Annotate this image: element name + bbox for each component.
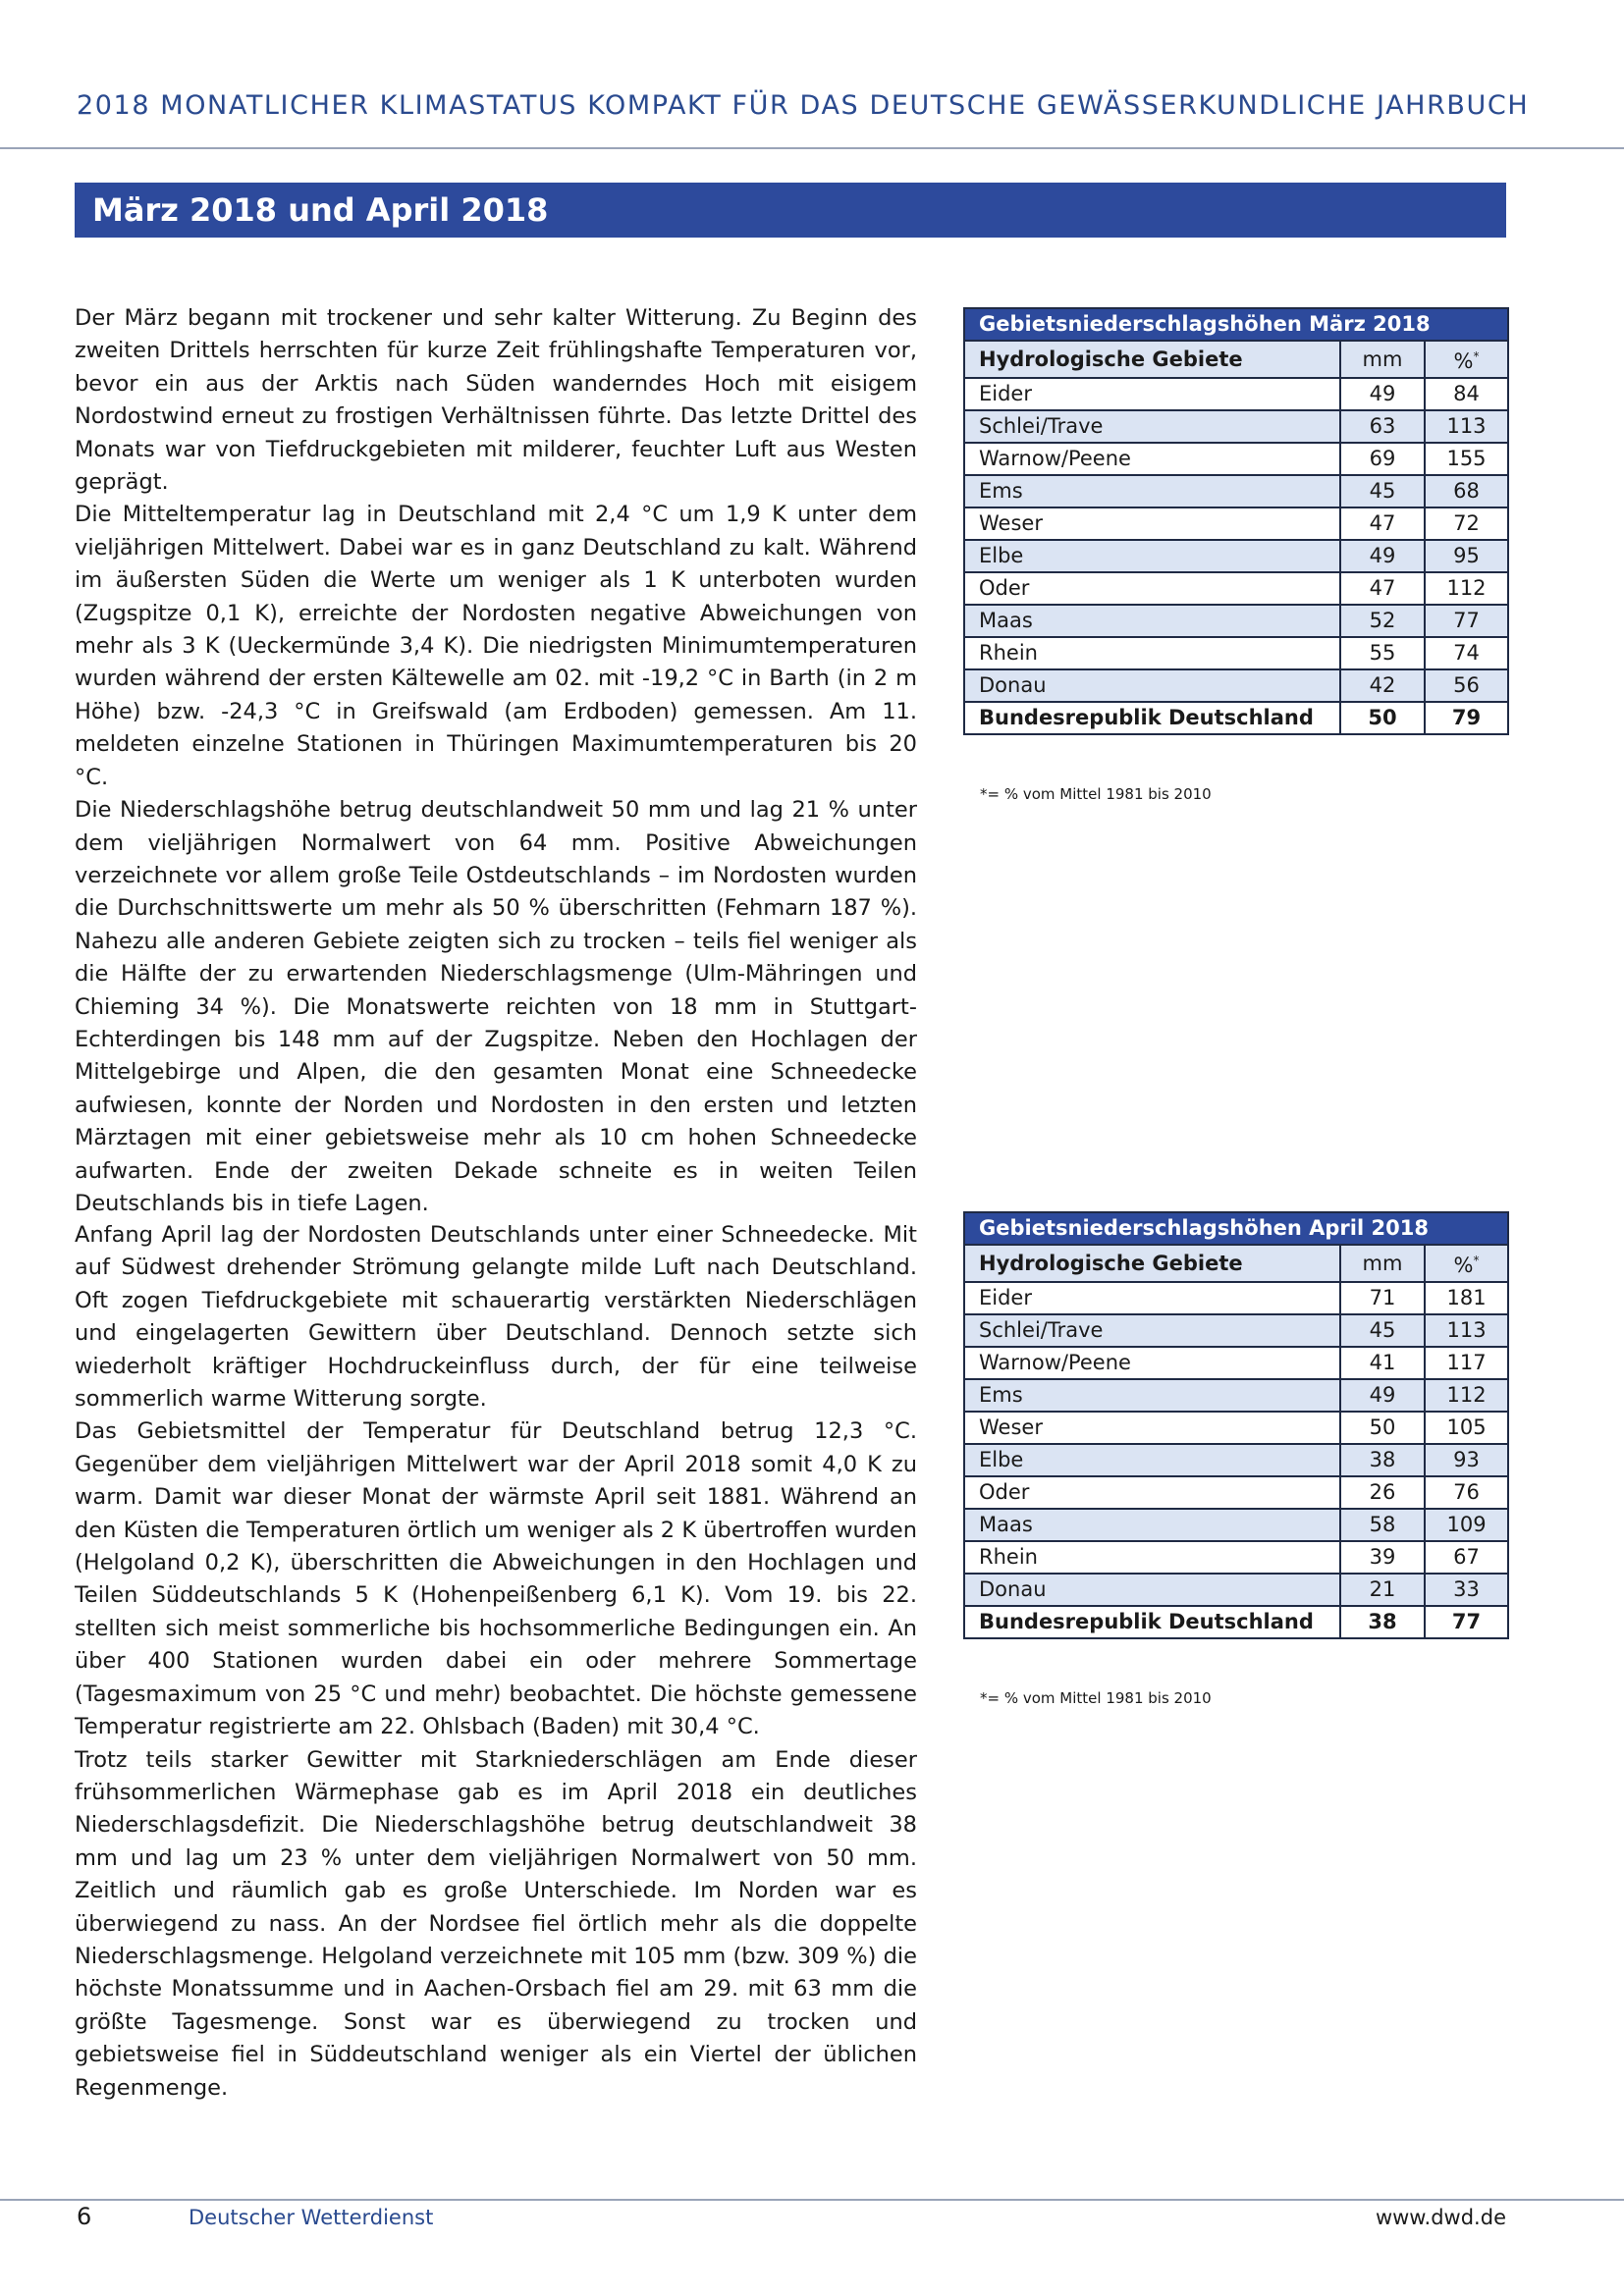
mm-value: 45: [1340, 475, 1425, 507]
table-row: [964, 1379, 1508, 1412]
total-percent: 77: [1425, 1606, 1508, 1638]
table-caption: Gebietsniederschlagshöhen April 2018: [964, 1212, 1508, 1245]
region-name: Eider: [964, 378, 1340, 410]
column-header-region: Hydrologische Gebiete: [964, 1245, 1340, 1282]
percent-value: 76: [1425, 1476, 1508, 1509]
table-header-row: [964, 341, 1508, 378]
table-row: [964, 1476, 1508, 1509]
mm-value: 69: [1340, 443, 1425, 475]
percent-value: 74: [1425, 637, 1508, 669]
table-row: [964, 378, 1508, 410]
march-table-footnote: *= % vom Mittel 1981 bis 2010: [980, 785, 1212, 803]
region-name: Oder: [964, 572, 1340, 605]
section-heading-band: [75, 183, 1506, 238]
region-name: Rhein: [964, 1541, 1340, 1574]
total-mm: 50: [1340, 702, 1425, 734]
table-header-row: [964, 1245, 1508, 1282]
mm-value: 52: [1340, 605, 1425, 637]
region-name: Schlei/Trave: [964, 1314, 1340, 1347]
table-row: [964, 637, 1508, 669]
percent-value: 68: [1425, 475, 1508, 507]
table-row: [964, 572, 1508, 605]
table-row: [964, 1574, 1508, 1606]
table-row: [964, 1347, 1508, 1379]
percent-value: 112: [1425, 1379, 1508, 1412]
region-name: Elbe: [964, 540, 1340, 572]
percent-value: 113: [1425, 1314, 1508, 1347]
percent-value: 95: [1425, 540, 1508, 572]
percent-value: 155: [1425, 443, 1508, 475]
april-text-block: [75, 1219, 917, 2105]
footer-divider: [0, 2199, 1624, 2201]
april-paragraph: Anfang April lag der Nordosten Deutschlands unter einer Schneedecke. Mit auf Südwest drehender Strömung gelangte milde Luft nach Deutschland. Oft zogen Tiefdruckgebiete mit schauerartig verstärkten Niederschlägen und eingelagerten Gewittern über Deutschland. Dennoch setzte sich wiederholt kräftiger Hochdruckeinfluss durch, der für eine teilweise sommerlich warme Witterung sorgte.: [75, 1222, 917, 1413]
total-region-name: Bundesrepublik Deutschland: [964, 702, 1340, 734]
table-caption-row: [964, 308, 1508, 341]
percent-value: 113: [1425, 410, 1508, 443]
footer-organization: Deutscher Wetterdienst: [189, 2206, 434, 2229]
mm-value: 47: [1340, 507, 1425, 540]
mm-value: 55: [1340, 637, 1425, 669]
table-row: [964, 410, 1508, 443]
region-name: Rhein: [964, 637, 1340, 669]
region-name: Warnow/Peene: [964, 1347, 1340, 1379]
mm-value: 71: [1340, 1282, 1425, 1314]
table-row: [964, 1282, 1508, 1314]
mm-value: 39: [1340, 1541, 1425, 1574]
region-name: Schlei/Trave: [964, 410, 1340, 443]
march-precipitation-table: [963, 307, 1509, 735]
total-percent: 79: [1425, 702, 1508, 734]
table-total-row: [964, 702, 1508, 734]
region-name: Warnow/Peene: [964, 443, 1340, 475]
mm-value: 47: [1340, 572, 1425, 605]
mm-value: 42: [1340, 669, 1425, 702]
march-paragraph: Der März begann mit trockener und sehr kalter Witterung. Zu Beginn des zweiten Drittels herrschten für kurze Zeit frühlingshafte Temperaturen vor, bevor ein aus der Arktis nach Süden wanderndes Hoch mit eisigem Nordostwind erneut zu frostigen Verhältnissen führte. Das letzte Drittel des Monats war von Tiefdruckgebieten mit milderer, feuchter Luft aus Westen geprägt.: [75, 305, 917, 496]
april-table-footnote: *= % vom Mittel 1981 bis 2010: [980, 1689, 1212, 1707]
region-name: Oder: [964, 1476, 1340, 1509]
region-name: Maas: [964, 1509, 1340, 1541]
region-name: Maas: [964, 605, 1340, 637]
region-name: Donau: [964, 1574, 1340, 1606]
percent-value: 72: [1425, 507, 1508, 540]
april-paragraph: Das Gebietsmittel der Temperatur für Deutschland betrug 12,3 °C. Gegenüber dem vieljährigen Mittelwert war der April 2018 somit 4,0 K zu warm. Damit war dieser Monat der wärmste April seit 1881. Während an den Küsten die Temperaturen örtlich um weniger als 2 K übertroffen wurden (Helgoland 0,2 K), überschritten die Abweichungen in den Hochlagen und Teilen Süddeutschlands 5 K (Hohenpeißenberg 6,1 K). Vom 19. bis 22. stellten sich meist sommerliche bis hochsommerliche Bedingungen ein. An über 400 Stationen wurden dabei ein oder mehrere Sommertage (Tagesmaximum von 25 °C und mehr) beobachtet. Die höchste gemessene Temperatur registrierte am 22. Ohlsbach (Baden) mit 30,4 °C.: [75, 1418, 917, 1740]
region-name: Donau: [964, 669, 1340, 702]
column-header-percent: %*: [1425, 1245, 1508, 1282]
percent-value: 56: [1425, 669, 1508, 702]
table-row: [964, 1509, 1508, 1541]
table-row: [964, 605, 1508, 637]
percent-value: 33: [1425, 1574, 1508, 1606]
region-name: Elbe: [964, 1444, 1340, 1476]
percent-value: 77: [1425, 605, 1508, 637]
column-header-mm: mm: [1340, 341, 1425, 378]
table-row: [964, 1412, 1508, 1444]
mm-value: 45: [1340, 1314, 1425, 1347]
total-region-name: Bundesrepublik Deutschland: [964, 1606, 1340, 1638]
page-number: 6: [77, 2203, 92, 2230]
total-mm: 38: [1340, 1606, 1425, 1638]
region-name: Weser: [964, 507, 1340, 540]
percent-value: 181: [1425, 1282, 1508, 1314]
mm-value: 21: [1340, 1574, 1425, 1606]
percent-value: 84: [1425, 378, 1508, 410]
region-name: Ems: [964, 1379, 1340, 1412]
mm-value: 63: [1340, 410, 1425, 443]
march-paragraph: Die Mitteltemperatur lag in Deutschland mit 2,4 °C um 1,9 K unter dem vieljährigen Mittelwert. Dabei war es in ganz Deutschland zu kalt. Während im äußersten Süden die Werte um weniger als 1 K unterboten wurden (Zugspitze 0,1 K), erreichte der Nordosten negative Abweichungen von mehr als 3 K (Ueckermünde 3,4 K). Die niedrigsten Minimumtemperaturen wurden während der ersten Kältewelle am 02. mit -19,2 °C in Barth (in 2 m Höhe) bzw. -24,3 °C in Greifswald (am Erdboden) gemessen. Am 11. meldeten einzelne Stationen in Thüringen Maximumtemperaturen bis 20 °C.: [75, 502, 917, 790]
percent-value: 112: [1425, 572, 1508, 605]
april-precipitation-table: [963, 1211, 1509, 1639]
table-caption-row: [964, 1212, 1508, 1245]
april-paragraph: Trotz teils starker Gewitter mit Starkniederschlägen am Ende dieser frühsommerlichen Wärmephase gab es im April 2018 ein deutliches Niederschlagsdefizit. Die Niederschlagshöhe betrug deutschlandweit 38 mm und lag um 23 % unter dem vieljährigen Normalwert von 50 mm. Zeitlich und räumlich gab es große Unterschiede. Im Norden war es überwiegend zu nass. An der Nordsee fiel örtlich mehr als die doppelte Niederschlagsmenge. Helgoland verzeichnete mit 105 mm (bzw. 309 %) die höchste Monatssumme und in Aachen-Orsbach fiel am 29. mit 63 mm die größte Tagesmenge. Sonst war es überwiegend zu trocken und gebietsweise fiel in Süddeutschland weniger als ein Viertel der üblichen Regenmenge.: [75, 1746, 917, 2101]
mm-value: 58: [1340, 1509, 1425, 1541]
section-title: März 2018 und April 2018: [92, 191, 549, 229]
table-row: [964, 1314, 1508, 1347]
table-row: [964, 1444, 1508, 1476]
percent-value: 117: [1425, 1347, 1508, 1379]
percent-value: 105: [1425, 1412, 1508, 1444]
region-name: Eider: [964, 1282, 1340, 1314]
header-divider: [0, 147, 1624, 149]
mm-value: 49: [1340, 540, 1425, 572]
percent-value: 67: [1425, 1541, 1508, 1574]
table-row: [964, 443, 1508, 475]
table-row: [964, 669, 1508, 702]
mm-value: 50: [1340, 1412, 1425, 1444]
table-total-row: [964, 1606, 1508, 1638]
column-header-mm: mm: [1340, 1245, 1425, 1282]
mm-value: 26: [1340, 1476, 1425, 1509]
footnote-marker: *: [1473, 1254, 1480, 1267]
column-header-region: Hydrologische Gebiete: [964, 341, 1340, 378]
table-row: [964, 1541, 1508, 1574]
percent-value: 109: [1425, 1509, 1508, 1541]
footer-url-link[interactable]: www.dwd.de: [1375, 2206, 1506, 2229]
march-paragraph: Die Niederschlagshöhe betrug deutschlandweit 50 mm und lag 21 % unter dem vieljährigen Normalwert von 64 mm. Positive Abweichungen verzeichnete vor allem große Teile Ostdeutschlands – im Nordosten wurden die Durchschnittswerte um mehr als 50 % überschritten (Fehmarn 187 %). Nahezu alle anderen Gebiete zeigten sich zu trocken – teils fiel weniger als die Hälfte der zu erwartenden Niederschlagsmenge (Ulm-Mähringen und Chieming 34 %). Die Monatswerte reichten von 18 mm in Stuttgart-Echterdingen bis 148 mm auf der Zugspitze. Neben den Hochlagen der Mittelgebirge und Alpen, die den gesamten Monat eine Schneedecke aufwiesen, konnte der Norden und Nordosten in den ersten und letzten Märztagen mit einer gebietsweise mehr als 10 cm hohen Schneedecke aufwarten. Ende der zweiten Dekade schneite es in weiten Teilen Deutschlands bis in tiefe Lagen.: [75, 797, 917, 1216]
table-caption: Gebietsniederschlagshöhen März 2018: [964, 308, 1508, 341]
table-row: [964, 475, 1508, 507]
mm-value: 41: [1340, 1347, 1425, 1379]
mm-value: 49: [1340, 378, 1425, 410]
header-title: 2018 MONATLICHER KLIMASTATUS KOMPAKT FÜR DAS DEUTSCHE GEWÄSSERKUNDLICHE JAHRBUCH: [77, 90, 1530, 121]
table-row: [964, 540, 1508, 572]
mm-value: 38: [1340, 1444, 1425, 1476]
footnote-marker: *: [1473, 349, 1480, 363]
percent-value: 93: [1425, 1444, 1508, 1476]
table-row: [964, 507, 1508, 540]
march-text-block: [75, 302, 917, 1220]
region-name: Weser: [964, 1412, 1340, 1444]
region-name: Ems: [964, 475, 1340, 507]
column-header-percent: %*: [1425, 341, 1508, 378]
mm-value: 49: [1340, 1379, 1425, 1412]
